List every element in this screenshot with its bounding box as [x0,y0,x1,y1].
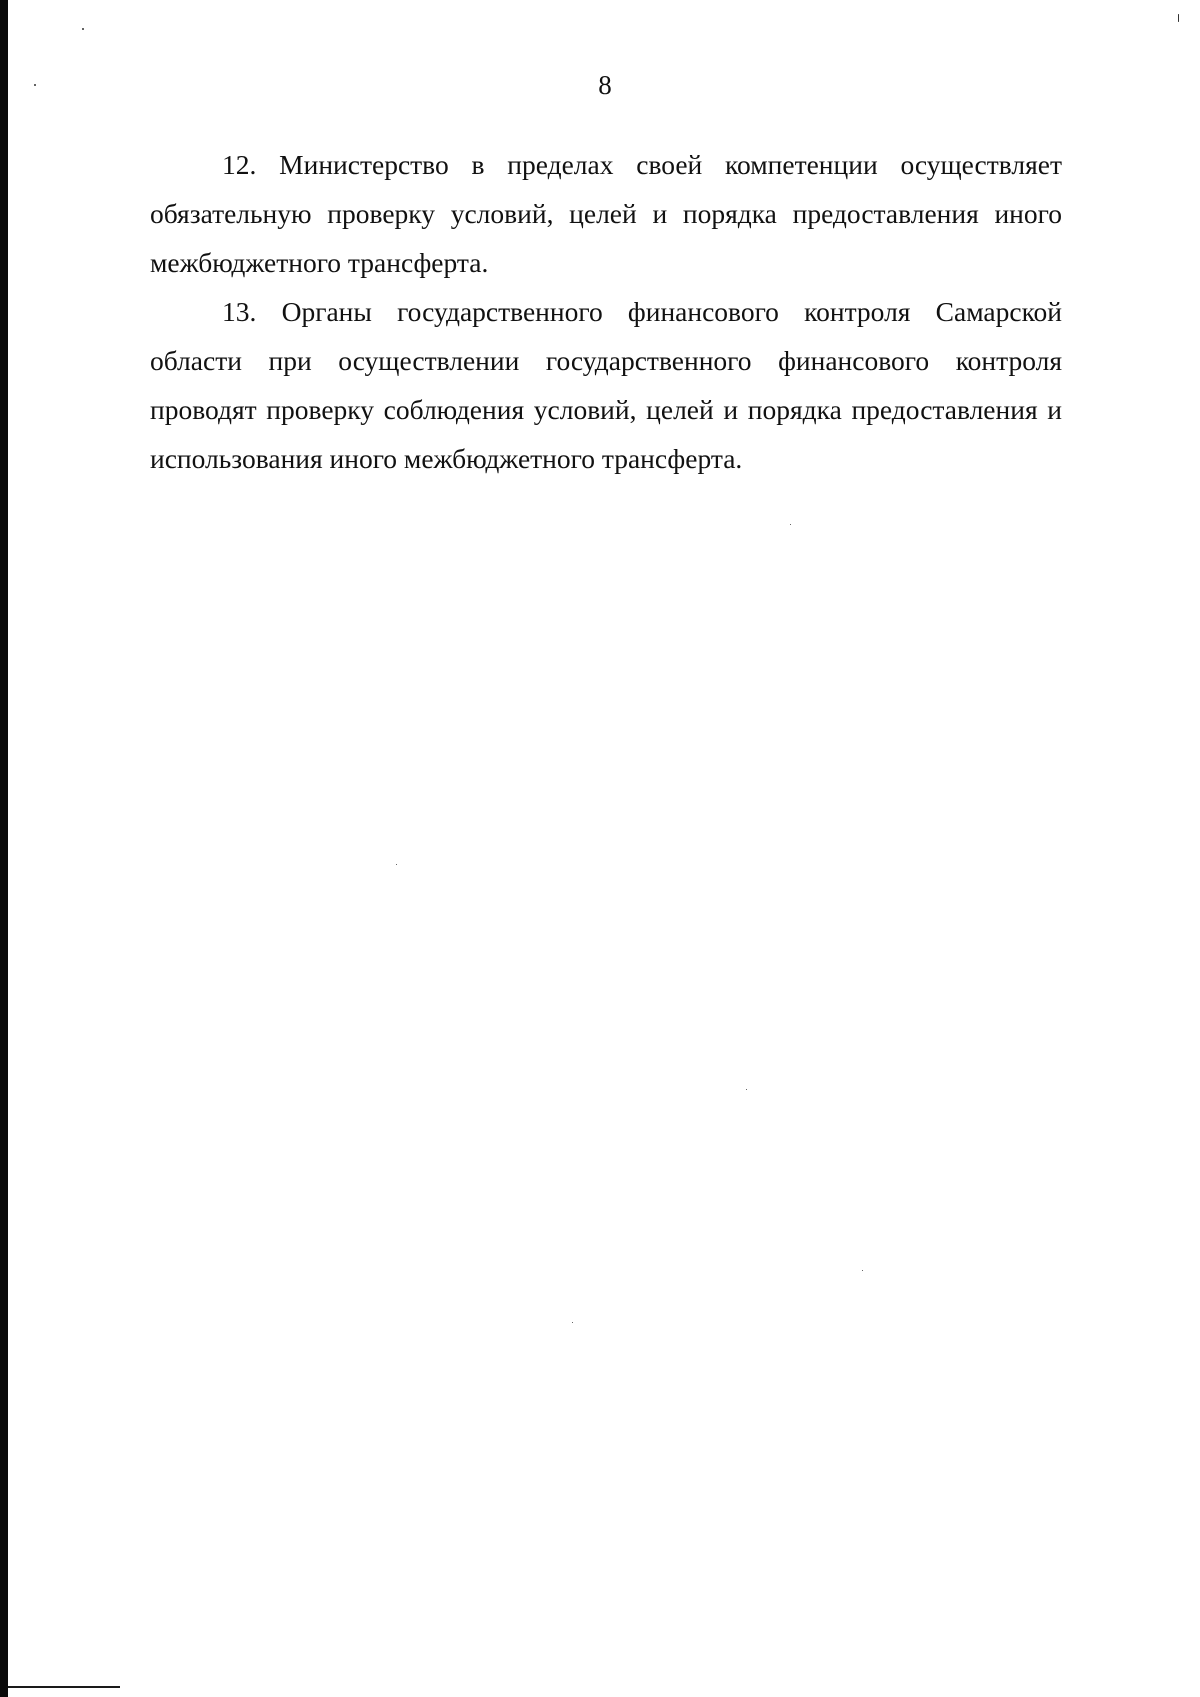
scan-bottom-mark [8,1686,120,1688]
scan-speck [790,524,791,525]
scan-speck [1178,14,1179,22]
scan-speck [572,1322,573,1323]
scan-speck [82,28,84,30]
document-body [150,140,1062,483]
scan-speck [396,864,397,865]
paragraph-12: 12. Министерство в пределах своей компетенции осуществляет обязательную проверку условий, целей и порядка предоставления иного межбюджетного трансферта. [150,149,1062,278]
scan-speck [862,1270,863,1271]
page-number: 8 [598,70,612,100]
scan-edge-shadow [0,0,8,1697]
scan-speck [746,1089,747,1090]
paragraph-13: 13. Органы государственного финансового контроля Самарской области при осуществлении государственного финансового контроля проводят проверку соблюдения условий, целей и порядка предоставления и использования иного межбюджетного трансферта. [150,296,1062,474]
